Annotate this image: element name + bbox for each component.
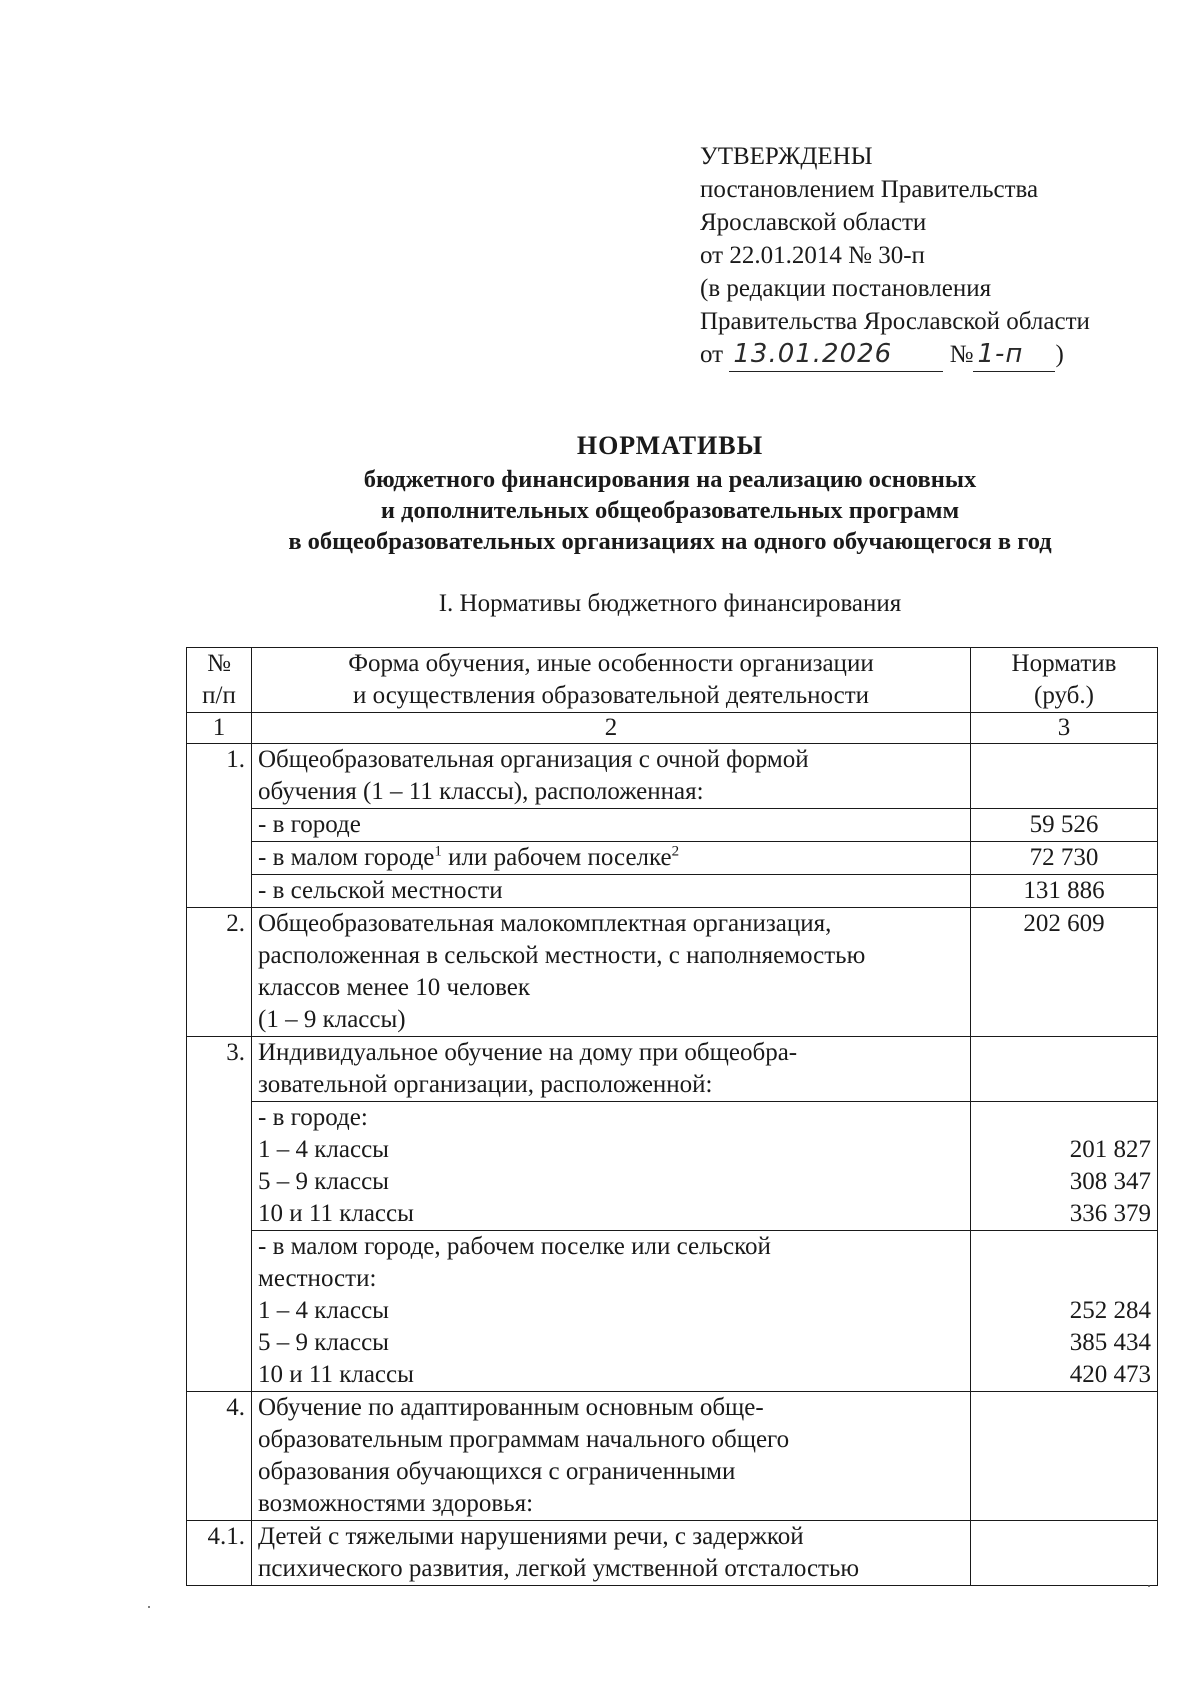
index-cell: 2: [252, 713, 971, 744]
norms-table: [186, 647, 1158, 1586]
row-number: 1.: [187, 744, 252, 908]
table-row: [187, 1521, 1158, 1586]
table-row: [187, 842, 1158, 875]
row-value-empty: [971, 744, 1158, 809]
table-index-row: [187, 713, 1158, 744]
approval-block: [700, 140, 1170, 372]
approval-line: от 22.01.2014 № 30-п: [700, 242, 925, 269]
row-value: 59 526: [971, 809, 1158, 842]
amendment-date-line: [700, 338, 1170, 372]
title-sub-line: бюджетного финансирования на реализацию основных: [363, 466, 977, 493]
number-sign: №: [949, 341, 974, 368]
scan-speck: [1148, 1585, 1150, 1587]
header-norm: Норматив (руб.): [971, 648, 1158, 713]
index-cell: 3: [971, 713, 1158, 744]
table-row: [187, 1037, 1158, 1102]
closing-paren: ): [1055, 341, 1064, 368]
row-description: - в малом городе$^1$ или рабочем поселке$^2$: [252, 842, 971, 875]
table-row: [187, 1102, 1158, 1231]
document-title: [200, 428, 1140, 557]
row-number: 4.1.: [187, 1521, 252, 1586]
table-row: [187, 1231, 1158, 1392]
table-row: [187, 908, 1158, 1037]
row-description: Индивидуальное обучение на дому при общеобра- зовательной организации, расположенной:: [252, 1037, 971, 1102]
table-row: [187, 744, 1158, 809]
row-number: 4.: [187, 1392, 252, 1521]
row-description: - в городе: 1 – 4 классы 5 – 9 классы 10 и 11 классы: [252, 1102, 971, 1231]
row-description: - в городе: [252, 809, 971, 842]
approval-line: Ярославской области: [700, 209, 927, 236]
row-value: 72 730: [971, 842, 1158, 875]
index-cell: 1: [187, 713, 252, 744]
row-value-empty: [971, 1521, 1158, 1586]
row-number: 2.: [187, 908, 252, 1037]
row-number: 3.: [187, 1037, 252, 1392]
approval-line: УТВЕРЖДЕНЫ: [700, 143, 873, 170]
row-description: Общеобразовательная организация с очной формой обучения (1 – 11 классы), расположенная:: [252, 744, 971, 809]
table-row: [187, 1392, 1158, 1521]
approval-line: Правительства Ярославской области: [700, 308, 1090, 335]
row-description: - в сельской местности: [252, 875, 971, 908]
row-value-list: 201 827 308 347 336 379: [971, 1102, 1158, 1231]
row-value: 202 609: [971, 908, 1158, 1037]
scan-speck: [148, 1606, 150, 1608]
header-num: № п/п: [187, 648, 252, 713]
title-sub-line: и дополнительных общеобразовательных программ: [380, 497, 960, 524]
row-description: Общеобразовательная малокомплектная организация, расположенная в сельской местности, с наполняемостью классов менее 10 человек (1 – 9 классы): [252, 908, 971, 1037]
handwritten-number: 1-п: [973, 338, 1055, 372]
table-header-row: [187, 648, 1158, 713]
row-value: 131 886: [971, 875, 1158, 908]
amendment-prefix: от: [700, 341, 724, 368]
table-row: [187, 875, 1158, 908]
row-value-list: 252 284 385 434 420 473: [971, 1231, 1158, 1392]
row-description: Детей с тяжелыми нарушениями речи, с задержкой психического развития, легкой умственной отсталостью: [252, 1521, 971, 1586]
handwritten-date: 13.01.2026: [729, 338, 943, 372]
section-heading: I. Нормативы бюджетного финансирования: [438, 590, 902, 617]
title-sub-line: в общеобразовательных организациях на одного обучающегося в год: [288, 528, 1052, 555]
header-form: Форма обучения, иные особенности организации и осуществления образовательной деятельности: [252, 648, 971, 713]
row-value-empty: [971, 1037, 1158, 1102]
table-row: [187, 809, 1158, 842]
row-description: - в малом городе, рабочем поселке или сельской местности: 1 – 4 классы 5 – 9 классы 10 и 11 классы: [252, 1231, 971, 1392]
row-value-empty: [971, 1392, 1158, 1521]
approval-line: постановлением Правительства: [700, 176, 1039, 203]
row-description: Обучение по адаптированным основным обще- образовательным программам начального общего образования обучающихся с ограниченными возможностями здоровья:: [252, 1392, 971, 1521]
title-main: НОРМАТИВЫ: [576, 431, 764, 460]
approval-line: (в редакции постановления: [700, 275, 992, 302]
